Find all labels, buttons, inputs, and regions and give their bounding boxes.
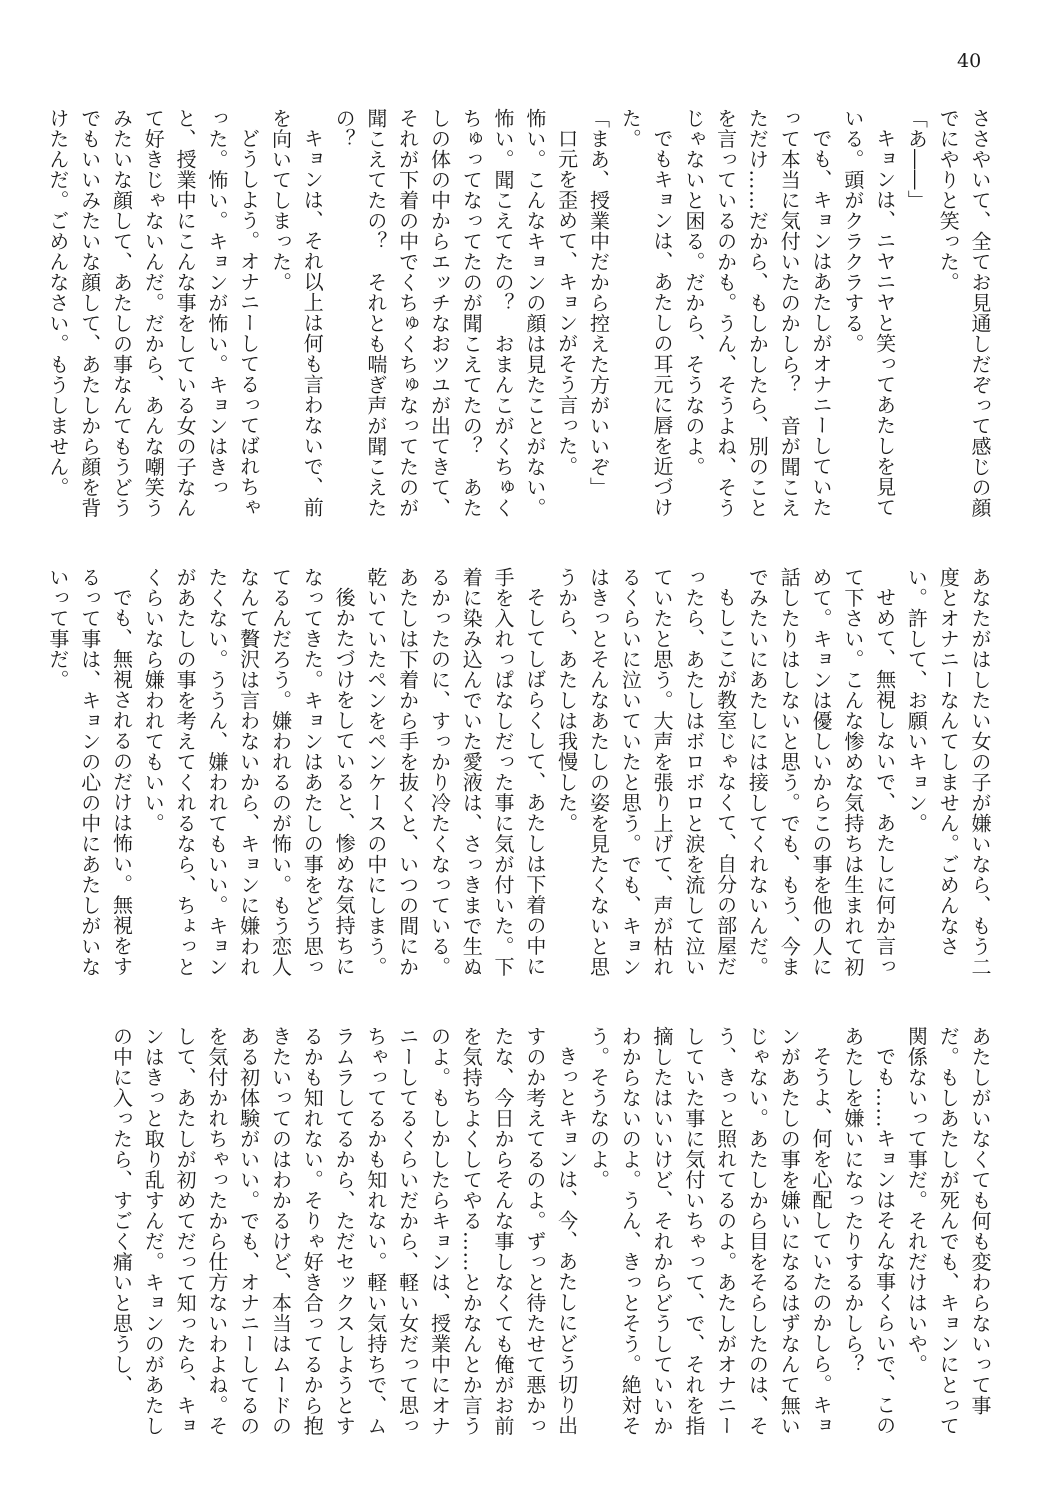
page-number: 40 (957, 50, 982, 72)
paragraph: どうしよう。オナニーしてるってばれちゃった。怖い。キョンが怖い。キョンはきっと、授業中にこんな事をしている女の子なんて好きじゃないんだ。だから、あんな嘲笑うみたいな顔して、あたしの事なんてもうどうでもいいみたいな顔して、あたしから顔を背けたんだ。ごめんなさい。もうしません。 (45, 108, 261, 518)
paragraph: きっとキョンは、今、あたしにどう切り出すのか考えてるのよ。ずっと待たせて悪かったな、今日からそんな事しなくても俺がお前を気持ちよくしてやる……とかなんとか言うのよ。もしかしたらキョンは、授業中にオナニーしてるくらいだから、軽い女だって思っちゃってるかも知れない。軽い気持ちで、ムラムラしてるから、ただセックスしようとするかも知れない。そりゃ好き合ってるから抱きたいってのはわかるけど、本当はムードのある初体験がいい。でも、オナニーしてるのを気付かれちゃったから仕方ないわよね。そして、あたしが初めてだって知ったら、キョンはきっと取り乱すんだ。キョンのがあたしの中に入ったら、すごく痛いと思うし、 (109, 1026, 579, 1436)
paragraph: キョンは、ニヤニヤと笑ってあたしを見ている。頭がクラクラする。 (840, 108, 897, 518)
paragraph: 「あ――」 (904, 108, 929, 211)
paragraph: あたしがいなくても何も変わらないって事だ。もしあたしが死んでも、キョンにとって関係ないって事だ。それだけはいや。 (904, 1026, 992, 1436)
paragraph: 「まあ、授業中だから控えた方がいいぞ」 (586, 108, 611, 498)
paragraph: もしここが教室じゃなくて、自分の部屋だったら、あたしはボロボロと涙を流して泣いていたと思う。大声を張り上げて、声が枯れるくらいに泣いていたと思う。でも、キョンはきっとそんなあたしの姿を見たくないと思うから、あたしは我慢した。 (554, 567, 738, 977)
paragraph: でもキョンは、あたしの耳元に唇を近づけた。 (618, 108, 675, 518)
paragraph: キョンは、それ以上は何も言わないで、前を向いてしまった。 (268, 108, 325, 518)
paragraph: 口元を歪めて、キョンがそう言った。 (554, 128, 579, 477)
paragraph: 後かたづけをしていると、惨めな気持ちになってきた。キョンはあたしの事をどう思ってるんだろう。嫌われるのが怖い。もう恋人なんて贅沢は言わないから、キョンに嫌われたくない。ううん、嫌われてもいい。キョンがあたしの事を考えてくれるなら、ちょっとくらいなら嫌われてもいい。 (141, 567, 357, 977)
paragraph: そうよ、何を心配していたのかしら。キョンがあたしの事を嫌いになるはずなんて無いじゃない。あたしから目をそらしたのは、そう、きっと照れてるのよ。あたしがオナニーしていた事に気付いちゃって、で、それを指摘したはいいけど、それからどうしていいかわからないのよ。うん、きっとそう。絶対そう。そうなのよ。 (586, 1026, 834, 1436)
paragraph: ささやいて、全てお見通しだぞって感じの顔でにやりと笑った。 (936, 108, 992, 518)
paragraph: あなたがはしたい女の子が嫌いなら、もう二度とオナニーなんてしません。ごめんなさい。許して、お願いキョン。 (904, 567, 992, 977)
paragraph: でも……キョンはそんな事くらいで、このあたしを嫌いになったりするかしら？ (840, 1026, 897, 1436)
text-column-tier-1 (45, 108, 995, 526)
text-column-tier-3 (105, 1026, 995, 1444)
paragraph: そしてしばらくして、あたしは下着の中に手を入れっぱなしだった事に気が付いた。下着に染み込んでいた愛液は、さっきまで生ぬるかったのに、すっかり冷たくなっている。あたしは下着から手を抜くと、いつの間にか乾いていたペンをペンケースの中にしまう。 (363, 567, 547, 977)
paragraph: 怖い。こんなキョンの顔は見たことがない。怖い。聞こえてたの？ おまんこがくちゅくちゅってなってたのが聞こえてたの？ あたしの体の中からエッチなおツユが出てきて、それが下着の中でくちゅくちゅなってたのが聞こえてたの？ それとも喘ぎ声が聞こえたの？ (332, 108, 547, 518)
text-column-tier-2 (45, 567, 995, 985)
paragraph: せめて、無視しないで、あたしに何か言って下さい。こんな惨めな気持ちは生まれて初めて。キョンは優しいからこの事を他の人に話したりはしないと思う。でも、もう、今までみたいにあたしには接してくれないんだ。 (745, 567, 897, 977)
paragraph: でも、キョンはあたしがオナニーしていたって本当に気付いたのかしら？ 音が聞こえただけ……だから、もしかしたら、別のことを言っているのかも。うん、そうよね、そうじゃないと困る。だから、そうなのよ。 (681, 108, 834, 518)
paragraph: でも、無視されるのだけは怖い。無視をするって事は、キョンの心の中にあたしがいないって事だ。 (45, 567, 134, 977)
